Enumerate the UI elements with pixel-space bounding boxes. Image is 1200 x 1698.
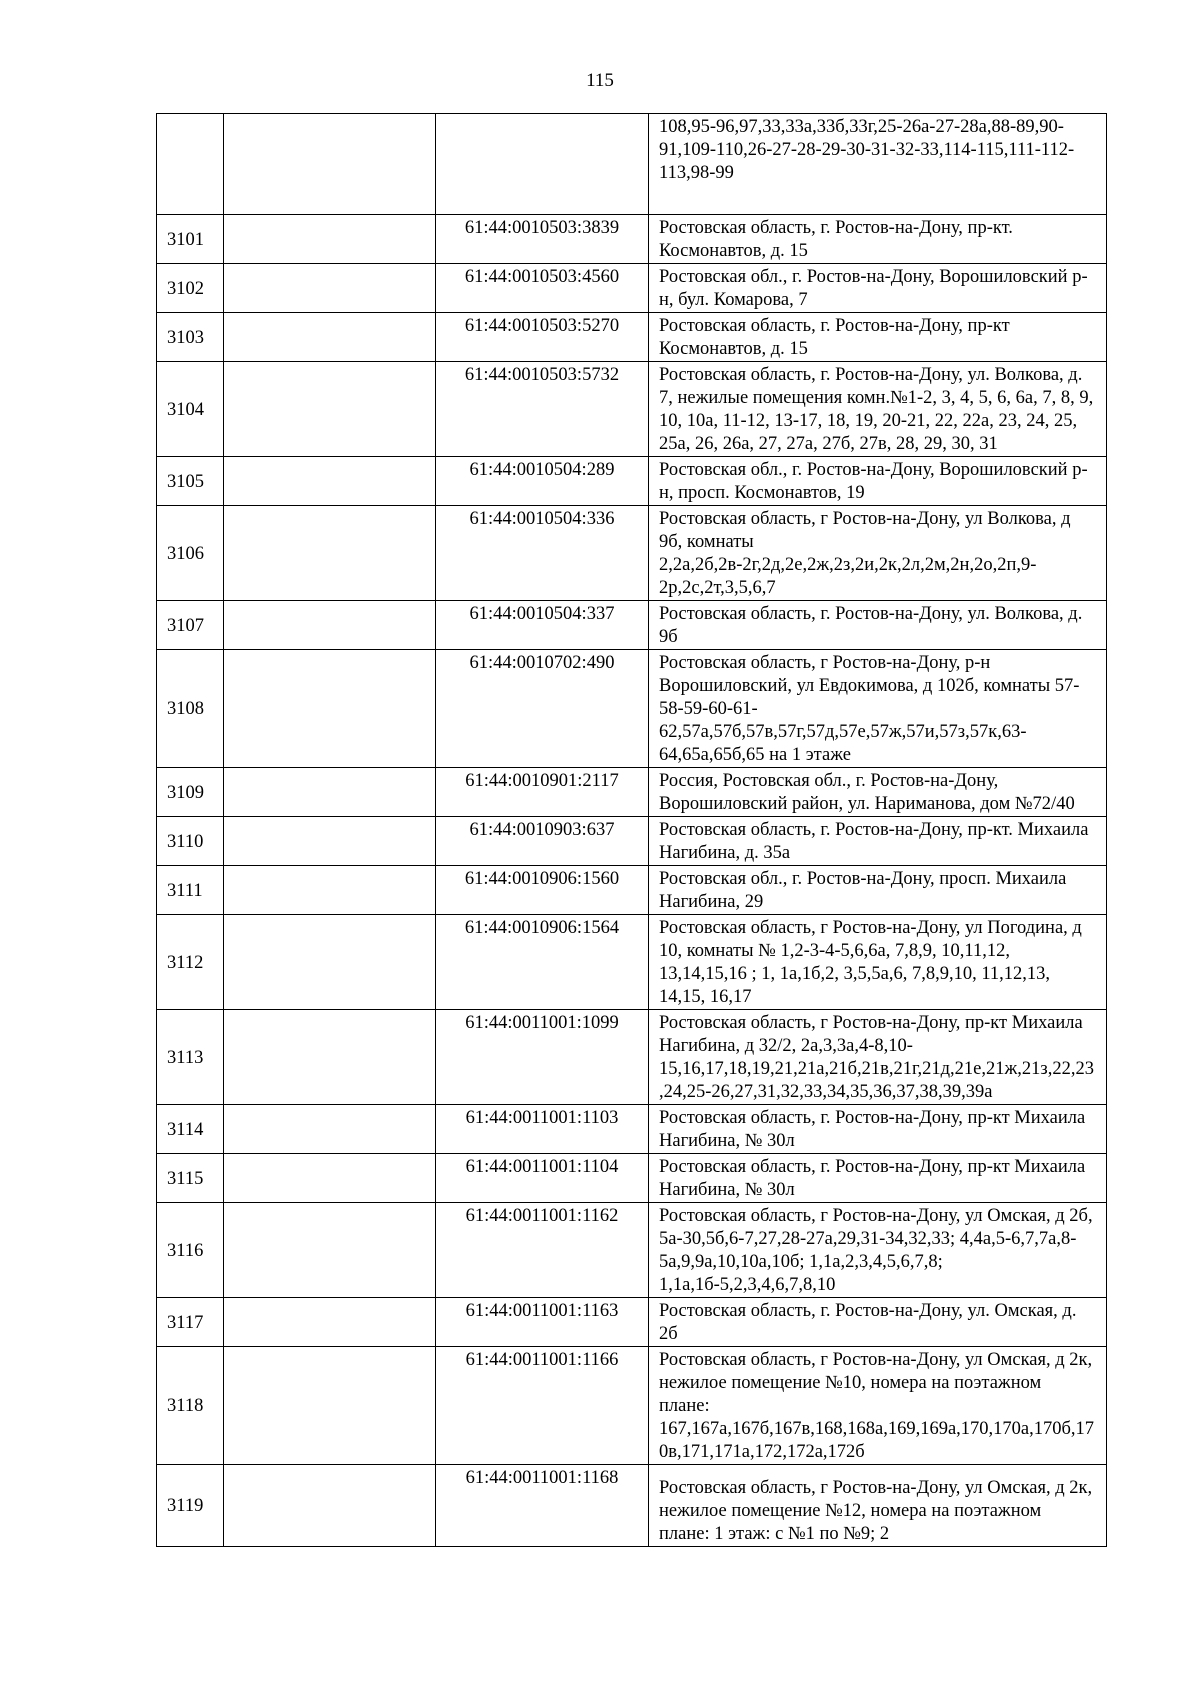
address-text: Ростовская область, г. Ростов-на-Дону, пр-кт Космонавтов, д. 15 [649, 313, 1107, 362]
row-number: 3102 [157, 264, 224, 313]
row-number: 3119 [157, 1465, 224, 1547]
row-col2 [224, 1465, 436, 1547]
row-number: 3108 [157, 650, 224, 768]
table-row [157, 1154, 1107, 1203]
address-text: Ростовская область, г. Ростов-на-Дону, пр-кт Михаила Нагибина, № 30л [649, 1105, 1107, 1154]
table-row [157, 457, 1107, 506]
row-col2 [224, 915, 436, 1010]
address-text: Ростовская обл., г. Ростов-на-Дону, Ворошиловский р-н, просп. Космонавтов, 19 [649, 457, 1107, 506]
row-col2 [224, 362, 436, 457]
cadastral-number: 61:44:0011001:1099 [436, 1010, 649, 1105]
address-text: Ростовская область, г Ростов-на-Дону, пр-кт Михаила Нагибина, д 32/2, 2а,3,3а,4-8,10-15,16,17,18,19,21,21а,21б,21в,21г,21д,21е,21ж,21з,22,23,24,25-26,27,31,32,33,34,35,36,37,38,39,39а [649, 1010, 1107, 1105]
cadastral-number: 61:44:0011001:1163 [436, 1298, 649, 1347]
row-number: 3109 [157, 768, 224, 817]
table-row [157, 1347, 1107, 1465]
table-row [157, 1465, 1107, 1547]
row-number: 3112 [157, 915, 224, 1010]
address-text: Ростовская область, г. Ростов-на-Дону, пр-кт. Космонавтов, д. 15 [649, 215, 1107, 264]
address-text: Ростовская область, г. Ростов-на-Дону, ул. Волкова, д. 7, нежилые помещения комн.№1-2, 3, 4, 5, 6, 6а, 7, 8, 9, 10, 10а, 11-12, 13-17, 18, 19, 20-21, 22, 22а, 23, 24, 25, 25а, 26, 26а, 27, 27а, 27б, 27в, 28, 29, 30, 31 [649, 362, 1107, 457]
row-col2 [224, 457, 436, 506]
row-col2 [224, 601, 436, 650]
row-number: 3107 [157, 601, 224, 650]
cadastral-number: 61:44:0010906:1560 [436, 866, 649, 915]
address-text: Ростовская область, г Ростов-на-Дону, ул Омская, д 2к, нежилое помещение №12, номера на поэтажном плане: 1 этаж: с №1 по №9; 2 [649, 1465, 1107, 1547]
address-text: Ростовская обл., г. Ростов-на-Дону, Ворошиловский р-н, бул. Комарова, 7 [649, 264, 1107, 313]
address-text: Ростовская область, г Ростов-на-Дону, ул Омская, д 2к, нежилое помещение №10, номера на поэтажном плане: 167,167а,167б,167в,168,168а,169,169а,170,170а,170б,170в,171,171а,172,172а,172б [649, 1347, 1107, 1465]
address-text: Ростовская обл., г. Ростов-на-Дону, просп. Михаила Нагибина, 29 [649, 866, 1107, 915]
cadastral-number: 61:44:0010901:2117 [436, 768, 649, 817]
cadastral-number: 61:44:0010503:5732 [436, 362, 649, 457]
cadastral-number: 61:44:0010504:289 [436, 457, 649, 506]
row-number: 3105 [157, 457, 224, 506]
cadastral-number: 61:44:0010503:5270 [436, 313, 649, 362]
address-text: Ростовская область, г. Ростов-на-Дону, ул. Волкова, д. 9б [649, 601, 1107, 650]
row-col2 [224, 313, 436, 362]
cadastral-number: 61:44:0010702:490 [436, 650, 649, 768]
row-col2 [224, 650, 436, 768]
address-text: Ростовская область, г Ростов-на-Дону, ул Погодина, д 10, комнаты № 1,2-3-4-5,6,6а, 7,8,9, 10,11,12, 13,14,15,16 ; 1, 1а,1б,2, 3,5,5а,6, 7,8,9,10, 11,12,13, 14,15, 16,17 [649, 915, 1107, 1010]
table-row [157, 362, 1107, 457]
row-col2 [224, 1298, 436, 1347]
row-col2 [224, 1203, 436, 1298]
cadastral-number: 61:44:0011001:1104 [436, 1154, 649, 1203]
row-number: 3101 [157, 215, 224, 264]
address-text: Ростовская область, г Ростов-на-Дону, ул Омская, д 2б, 5а-30,5б,6-7,27,28-27а,29,31-34,32,33; 4,4а,5-6,7,7а,8-5а,9,9а,10,10а,10б; 1,1а,2,3,4,5,6,7,8; 1,1а,1б-5,2,3,4,6,7,8,10 [649, 1203, 1107, 1298]
row-col2 [224, 1010, 436, 1105]
cadastral-number: 61:44:0010504:337 [436, 601, 649, 650]
row-number: 3110 [157, 817, 224, 866]
address-text: Россия, Ростовская обл., г. Ростов-на-Дону, Ворошиловский район, ул. Нариманова, дом №72/40 [649, 768, 1107, 817]
row-col2 [224, 1154, 436, 1203]
table-row [157, 114, 1107, 215]
registry-table [156, 113, 1107, 1547]
cadastral-number: 61:44:0010503:3839 [436, 215, 649, 264]
table-row [157, 1203, 1107, 1298]
page-number: 115 [586, 70, 614, 91]
table-row [157, 1298, 1107, 1347]
row-number [157, 114, 224, 215]
table-row [157, 506, 1107, 601]
row-number: 3104 [157, 362, 224, 457]
cadastral-number: 61:44:0011001:1103 [436, 1105, 649, 1154]
row-col2 [224, 866, 436, 915]
row-col2 [224, 215, 436, 264]
table-row [157, 264, 1107, 313]
table-row [157, 768, 1107, 817]
row-number: 3118 [157, 1347, 224, 1465]
table-row [157, 313, 1107, 362]
cadastral-number: 61:44:0010906:1564 [436, 915, 649, 1010]
address-text: Ростовская область, г. Ростов-на-Дону, ул. Омская, д. 2б [649, 1298, 1107, 1347]
row-number: 3115 [157, 1154, 224, 1203]
row-col2 [224, 768, 436, 817]
cadastral-number [436, 114, 649, 215]
row-col2 [224, 264, 436, 313]
address-cell [649, 114, 1107, 215]
cadastral-number: 61:44:0011001:1166 [436, 1347, 649, 1465]
cadastral-number: 61:44:0011001:1168 [436, 1465, 649, 1547]
row-number: 3113 [157, 1010, 224, 1105]
address-text: Ростовская область, г. Ростов-на-Дону, пр-кт Михаила Нагибина, № 30л [649, 1154, 1107, 1203]
table-row [157, 650, 1107, 768]
table-row [157, 1010, 1107, 1105]
cadastral-number: 61:44:0010504:336 [436, 506, 649, 601]
address-text: 108,95-96,97,33,33а,33б,33г,25-26а-27-28а,88-89,90-91,109-110,26-27-28-29-30-31-32-33,114-115,111-112-113,98-99 [659, 117, 1075, 183]
row-col2 [224, 1105, 436, 1154]
table-row [157, 866, 1107, 915]
cadastral-number: 61:44:0010903:637 [436, 817, 649, 866]
table-row [157, 915, 1107, 1010]
row-number: 3106 [157, 506, 224, 601]
cadastral-number: 61:44:0010503:4560 [436, 264, 649, 313]
row-number: 3117 [157, 1298, 224, 1347]
row-col2 [224, 1347, 436, 1465]
row-col2 [224, 506, 436, 601]
row-col2 [224, 817, 436, 866]
address-text: Ростовская область, г Ростов-на-Дону, р-н Ворошиловский, ул Евдокимова, д 102б, комнаты 57-58-59-60-61-62,57а,57б,57в,57г,57д,57е,57ж,57и,57з,57к,63-64,65а,65б,65 на 1 этаже [649, 650, 1107, 768]
cadastral-number: 61:44:0011001:1162 [436, 1203, 649, 1298]
table-row [157, 1105, 1107, 1154]
row-number: 3103 [157, 313, 224, 362]
table-row [157, 601, 1107, 650]
row-number: 3114 [157, 1105, 224, 1154]
address-text: Ростовская область, г. Ростов-на-Дону, пр-кт. Михаила Нагибина, д. 35а [649, 817, 1107, 866]
address-text: Ростовская область, г Ростов-на-Дону, ул Волкова, д 9б, комнаты 2,2а,2б,2в-2г,2д,2е,2ж,2з,2и,2к,2л,2м,2н,2о,2п,9-2р,2с,2т,3,5,6,7 [649, 506, 1107, 601]
row-col2 [224, 114, 436, 215]
row-number: 3116 [157, 1203, 224, 1298]
row-number: 3111 [157, 866, 224, 915]
table-row [157, 215, 1107, 264]
table-row [157, 817, 1107, 866]
